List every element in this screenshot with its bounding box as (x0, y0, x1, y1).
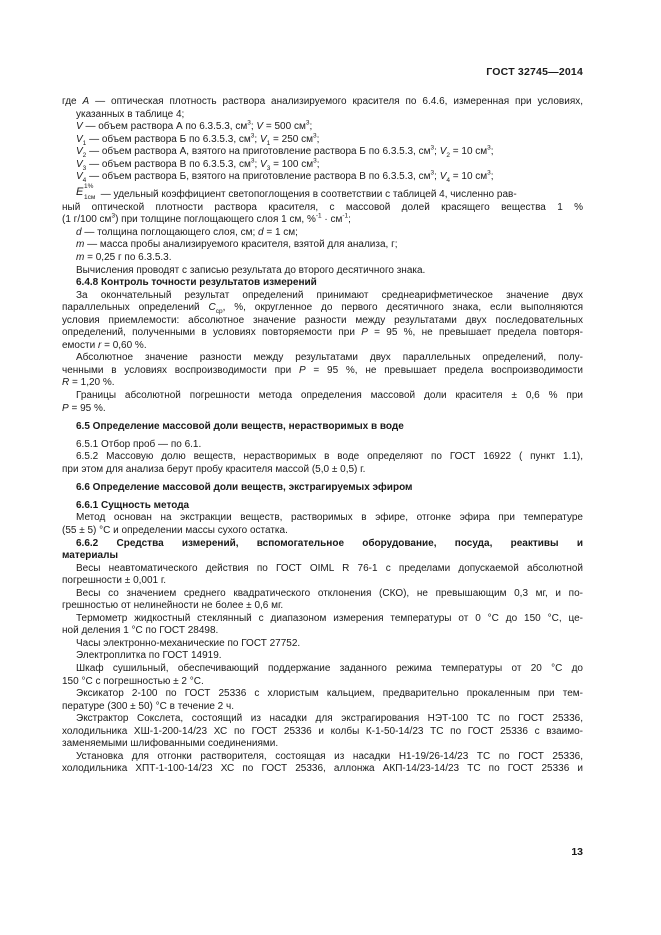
scales1-b: погрешности ± 0,001 г. (62, 575, 167, 587)
clock: Часы электронно-механические по ГОСТ 27752. (76, 637, 301, 649)
scales1-a: Весы неавтоматического действия по ГОСТ OIML R 76-1 с пределами допускаемой абсолютной (76, 562, 583, 574)
s648-p2c: R = 1,20 %. (62, 377, 115, 389)
soxhlet-a: Экстрактор Сокслета, состоящий из насадки для экстрагирования НЭТ-100 ТС по ГОСТ 25336, (76, 713, 583, 725)
where-e: E 1% 1см — удельный коэффициент светопоглощения в соответствии с таблицей 4, численно рав- (76, 182, 517, 201)
page-number: 13 (571, 846, 583, 858)
s65-p2a: 6.5.2 Массовую долю веществ, нерастворимых в воде определяют по ГОСТ 16922 ( пункт 1.1), (76, 451, 583, 463)
where-v4: $V_4$ — объем раствора Б, взятого на приготовление раствора В по 6.3.5.3, $см^3$; $V_4 = 10$ $см^3$; (76, 169, 494, 185)
where-d: d — толщина поглощающего слоя, см; d = 1 см; (76, 226, 298, 238)
s65-p1: 6.5.1 Отбор проб — по 6.1. (76, 438, 202, 450)
s648-p1b: параллельных определений $C_{ср}$, %, округленное до первого десятичного знака, если выполняются (62, 302, 583, 316)
s661-a: Метод основан на экстракции веществ, растворимых в эфире, отгонке эфира при температуре (76, 512, 583, 524)
where-v3: $V_3$ — объем раствора В по 6.3.5.3, $см^3$; $V_3 = 100$ $см^3$; (76, 157, 320, 172)
section-6-6-2-title: 6.6.2 Средства измерений, вспомогательное оборудование, посуда, реактивы и (76, 537, 583, 549)
section-6-6-2-title-cont: материалы (62, 550, 118, 562)
e-symbol: E 1% 1см (76, 182, 96, 201)
distillation-a: Установка для отгонки растворителя, состоящая из насадки Н1-19/26-14/23 ТС по ГОСТ 25336, (76, 750, 583, 762)
thermometer-a: Термометр жидкостный стеклянный с диапазоном измерения температуры от 0 °С до 150 °С, це- (76, 612, 583, 624)
s648-p1e: емости r = 0,60 %. (62, 339, 147, 351)
where-e-cont: ный оптической плотности раствора красителя, с массовой долей красящего вещества 1 % (62, 201, 583, 213)
s65-p2b: при этом для анализа берут пробу красителя массой (5,0 ± 0,5) г. (62, 463, 366, 475)
s648-p2a: Абсолютное значение разности между результатами двух параллельных определений, полу- (76, 352, 583, 364)
where-v2: $V_2$ — объем раствора А, взятого на приготовление раствора Б по 6.3.5.3, $см^3$; $V_2 = 10$ $см^3$; (76, 144, 494, 160)
s648-p3b: P = 95 %. (62, 402, 106, 414)
desiccator-b: пературе (300 ± 50) °С в течение 2 ч. (62, 700, 234, 712)
oven-b: 150 °С с погрешностью ± 2 °С. (62, 675, 204, 687)
s648-p3a: Границы абсолютной погрешности метода определения массовой доли красителя ± 0,6 % при (76, 390, 583, 402)
rounding-note: Вычисления проводят с записью результата до второго десятичного знака. (76, 264, 426, 276)
document-body (62, 96, 583, 776)
s648-p1d: определений, полученными в условиях повторяемости при P = 95 %, не превышает предела повторя- (62, 327, 583, 339)
where-e-cont2: (1 г/100 $см^3$) при толщине поглощающего слоя 1 см, $\%^{-1} \cdot см^{-1}$; (62, 213, 351, 226)
section-6-4-8-title: 6.4.8 Контроль точности результатов измерений (76, 277, 317, 289)
scales2-b: грешностью от нелинейности не более ± 0,6 мг. (62, 600, 284, 612)
section-6-5-title: 6.5 Определение массовой доли веществ, нерастворимых в воде (76, 421, 404, 433)
scales2-a: Весы со значением среднего квадратического отклонения (СКО), не превышающим 0,3 мг, и по- (76, 587, 583, 599)
where-m: m — масса пробы анализируемого красителя, взятой для анализа, г; (76, 239, 398, 251)
where-v1: $V_1$ — объем раствора Б по 6.3.5.3, $см^3$; $V_1 = 250$ $см^3$; (76, 132, 320, 147)
thermometer-b: ной деления 1 °С по ГОСТ 28498. (62, 625, 219, 637)
s661-b: (55 ± 5) °С и определении массы сухого остатка. (62, 524, 288, 536)
section-6-6-title: 6.6 Определение массовой доли веществ, экстрагируемых эфиром (76, 482, 413, 494)
s648-p1c: условия приемлемости: абсолютное значение разности между результатами двух последовательных (62, 314, 583, 326)
section-6-6-1-title: 6.6.1 Сущность метода (76, 499, 190, 511)
desiccator-a: Эксикатор 2-100 по ГОСТ 25336 с хлористым кальцием, предварительно прокаленным при тем- (76, 688, 583, 700)
soxhlet-c: заменяемыми шлифованными соединениями. (62, 738, 279, 750)
soxhlet-b: холодильника ХШ-1-200-14/23 ХС по ГОСТ 25336 и колбы К-1-50-14/23 ТС по ГОСТ 25336 с взаимо- (62, 725, 583, 737)
where-v: V — объем раствора А по 6.3.5.3, $см^3$; V = 500 $см^3$; (76, 119, 313, 133)
oven-a: Шкаф сушильный, обеспечивающий поддержание заданного режима температуры от 20 °С до (76, 662, 583, 674)
s648-p2b: ченными в условиях воспроизводимости при P = 95 %, не превышает предела воспроизводимости (62, 364, 583, 376)
stove: Электроплитка по ГОСТ 14919. (76, 650, 222, 662)
where-m-value: m = 0,25 г по 6.3.5.3. (76, 252, 172, 264)
s648-p1a: За окончательный результат определений принимают среднеарифметическое значение двух (76, 289, 583, 301)
distillation-b: холодильника ХПТ-1-100-14/23 ХС по ГОСТ 25336, аллонжа АКП-14/23-14/23 ТС по ГОСТ 25336 и (62, 763, 583, 775)
where-a: где A — оптическая плотность раствора анализируемого красителя по 6.4.6, измеренная при условиях, указанных в таблице 4; (62, 96, 584, 120)
standard-code-header: ГОСТ 32745—2014 (486, 66, 583, 78)
